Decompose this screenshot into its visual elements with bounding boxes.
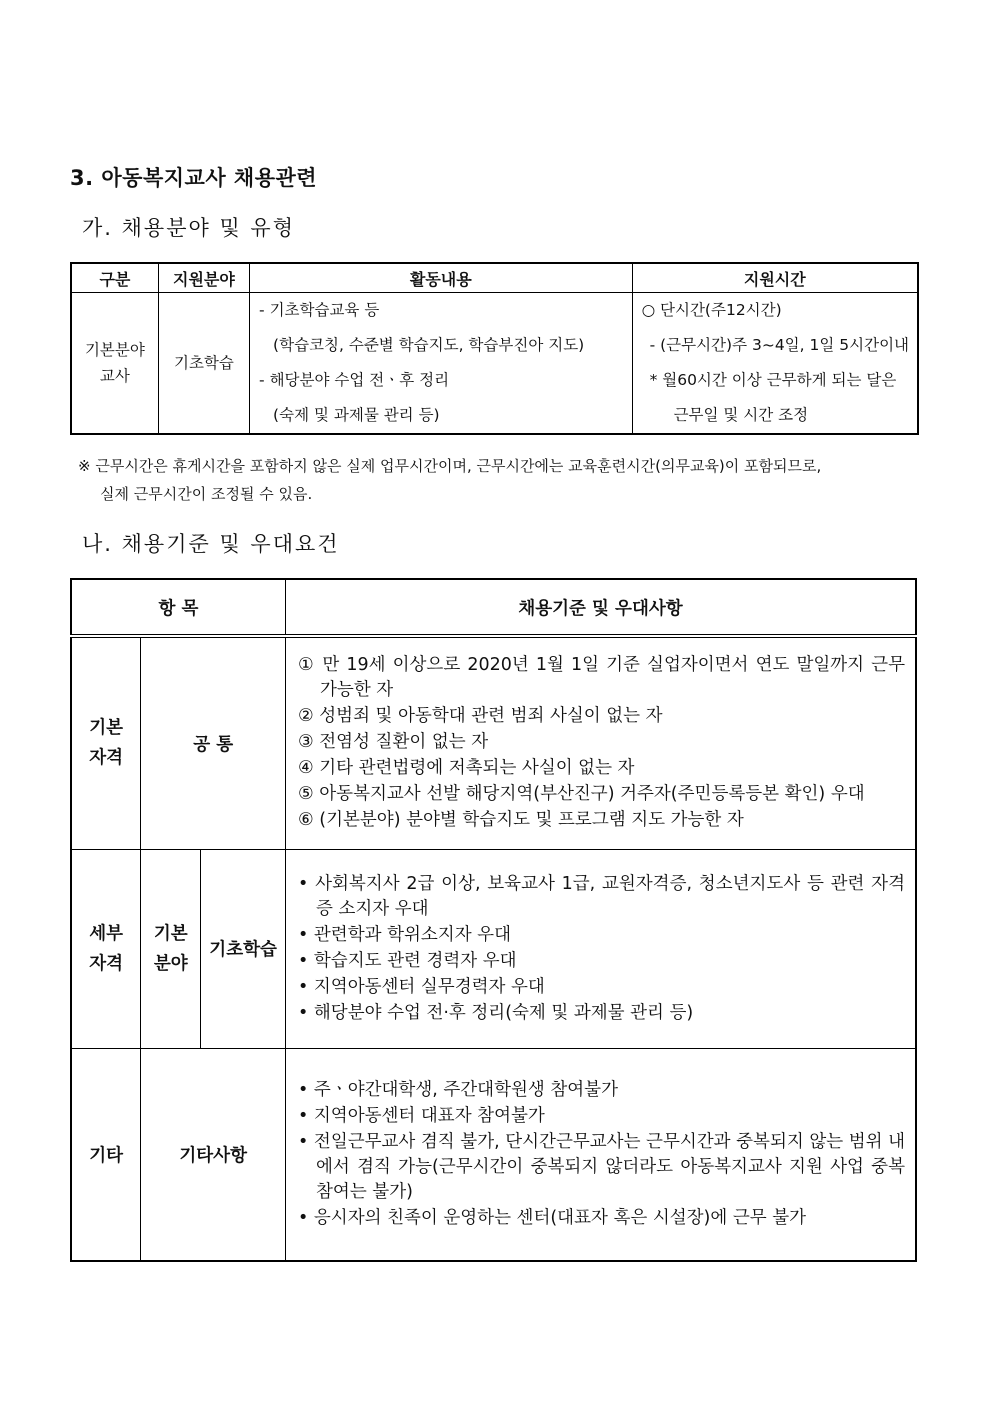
criteria-table — [70, 578, 917, 1262]
work-hours-note — [78, 452, 923, 508]
activity-line: - 해당분야 수업 전ㆍ후 정리 — [259, 371, 450, 389]
cell-field: 기초학습 — [158, 293, 249, 435]
header-item: 항 목 — [71, 579, 286, 636]
activity-line: (학습코칭, 수준별 학습지도, 학습부진아 지도) — [273, 336, 585, 354]
header-activities: 활동내용 — [250, 263, 633, 293]
cell-hours — [632, 293, 918, 435]
basic-qualification-list — [286, 636, 916, 849]
recruit-field-table — [70, 262, 919, 435]
header-category: 구분 — [71, 263, 158, 293]
list-item: • 지역아동센터 대표자 참여불가 — [298, 1105, 545, 1126]
list-item: ⑥ (기본분야) 분야별 학습지도 및 프로그램 지도 가능한 자 — [298, 810, 744, 831]
list-item: • 지역아동센터 실무경력자 우대 — [298, 976, 545, 997]
hours-line: ○ 단시간(주12시간) — [641, 301, 782, 319]
list-item: • 주ㆍ야간대학생, 주간대학원생 참여불가 — [298, 1079, 618, 1100]
header-hours: 지원시간 — [632, 263, 918, 293]
subsection-title-criteria: 나. 채용기준 및 우대요건 — [82, 532, 340, 556]
other-label: 기타 — [71, 1048, 141, 1261]
cell-activities — [250, 293, 633, 435]
header-criteria: 채용기준 및 우대사항 — [286, 579, 916, 636]
list-item: ② 성범죄 및 아동학대 관련 범죄 사실이 없는 자 — [298, 706, 663, 727]
note-line: 실제 근무시간이 조정될 수 있음. — [100, 485, 313, 503]
header-field: 지원분야 — [158, 263, 249, 293]
basic-field-label: 기본 분야 — [141, 849, 201, 1048]
common-label: 공 통 — [141, 636, 286, 849]
cell-category: 기본분야 교사 — [71, 293, 158, 435]
list-item: • 관련학과 학위소지자 우대 — [298, 924, 511, 945]
subsection-title-recruit-field: 가. 채용분야 및 유형 — [82, 216, 295, 240]
activity-line: (숙제 및 과제물 관리 등) — [273, 406, 440, 424]
hours-line: * 월60시간 이상 근무하게 되는 달은 — [649, 371, 897, 389]
list-item: • 응시자의 친족이 운영하는 센터(대표자 혹은 시설장)에 근무 불가 — [298, 1207, 807, 1228]
list-item: ① 만 19세 이상으로 2020년 1월 1일 기준 실업자이면서 연도 말일까지 근무 가능한 자 — [298, 655, 905, 701]
list-item: • 해당분야 수업 전·후 정리(숙제 및 과제물 관리 등) — [298, 1002, 694, 1023]
section-title: 3. 아동복지교사 채용관련 — [70, 166, 318, 190]
basic-learning-label: 기초학습 — [201, 849, 286, 1048]
hours-line: - (근무시간)주 3~4일, 1일 5시간이내 — [649, 336, 910, 354]
other-matters-label: 기타사항 — [141, 1048, 286, 1261]
list-item: ④ 기타 관련법령에 저촉되는 사실이 없는 자 — [298, 758, 635, 779]
basic-qualification-label: 기본 자격 — [71, 636, 141, 849]
list-item: • 전일근무교사 겸직 불가, 단시간근무교사는 근무시간과 중복되지 않는 범위 내에서 겸직 가능(근무시간이 중복되지 않더라도 아동복지교사 지원 사업 중복참여는 불가) — [298, 1131, 905, 1202]
other-matters-list — [286, 1048, 916, 1261]
note-line: ※ 근무시간은 휴게시간을 포함하지 않은 실제 업무시간이며, 근무시간에는 교육훈련시간(의무교육)이 포함되므로, — [78, 457, 822, 475]
detail-qualification-label: 세부 자격 — [71, 849, 141, 1048]
list-item: • 학습지도 관련 경력자 우대 — [298, 950, 517, 971]
list-item: ③ 전염성 질환이 없는 자 — [298, 732, 489, 753]
list-item: ⑤ 아동복지교사 선발 해당지역(부산진구) 거주자(주민등록등본 확인) 우대 — [298, 784, 865, 805]
activity-line: - 기초학습교육 등 — [259, 301, 380, 319]
list-item: • 사회복지사 2급 이상, 보육교사 1급, 교원자격증, 청소년지도사 등 관련 자격증 소지자 우대 — [298, 873, 905, 919]
detail-qualification-list — [286, 849, 916, 1048]
hours-line: 근무일 및 시간 조정 — [673, 406, 809, 424]
